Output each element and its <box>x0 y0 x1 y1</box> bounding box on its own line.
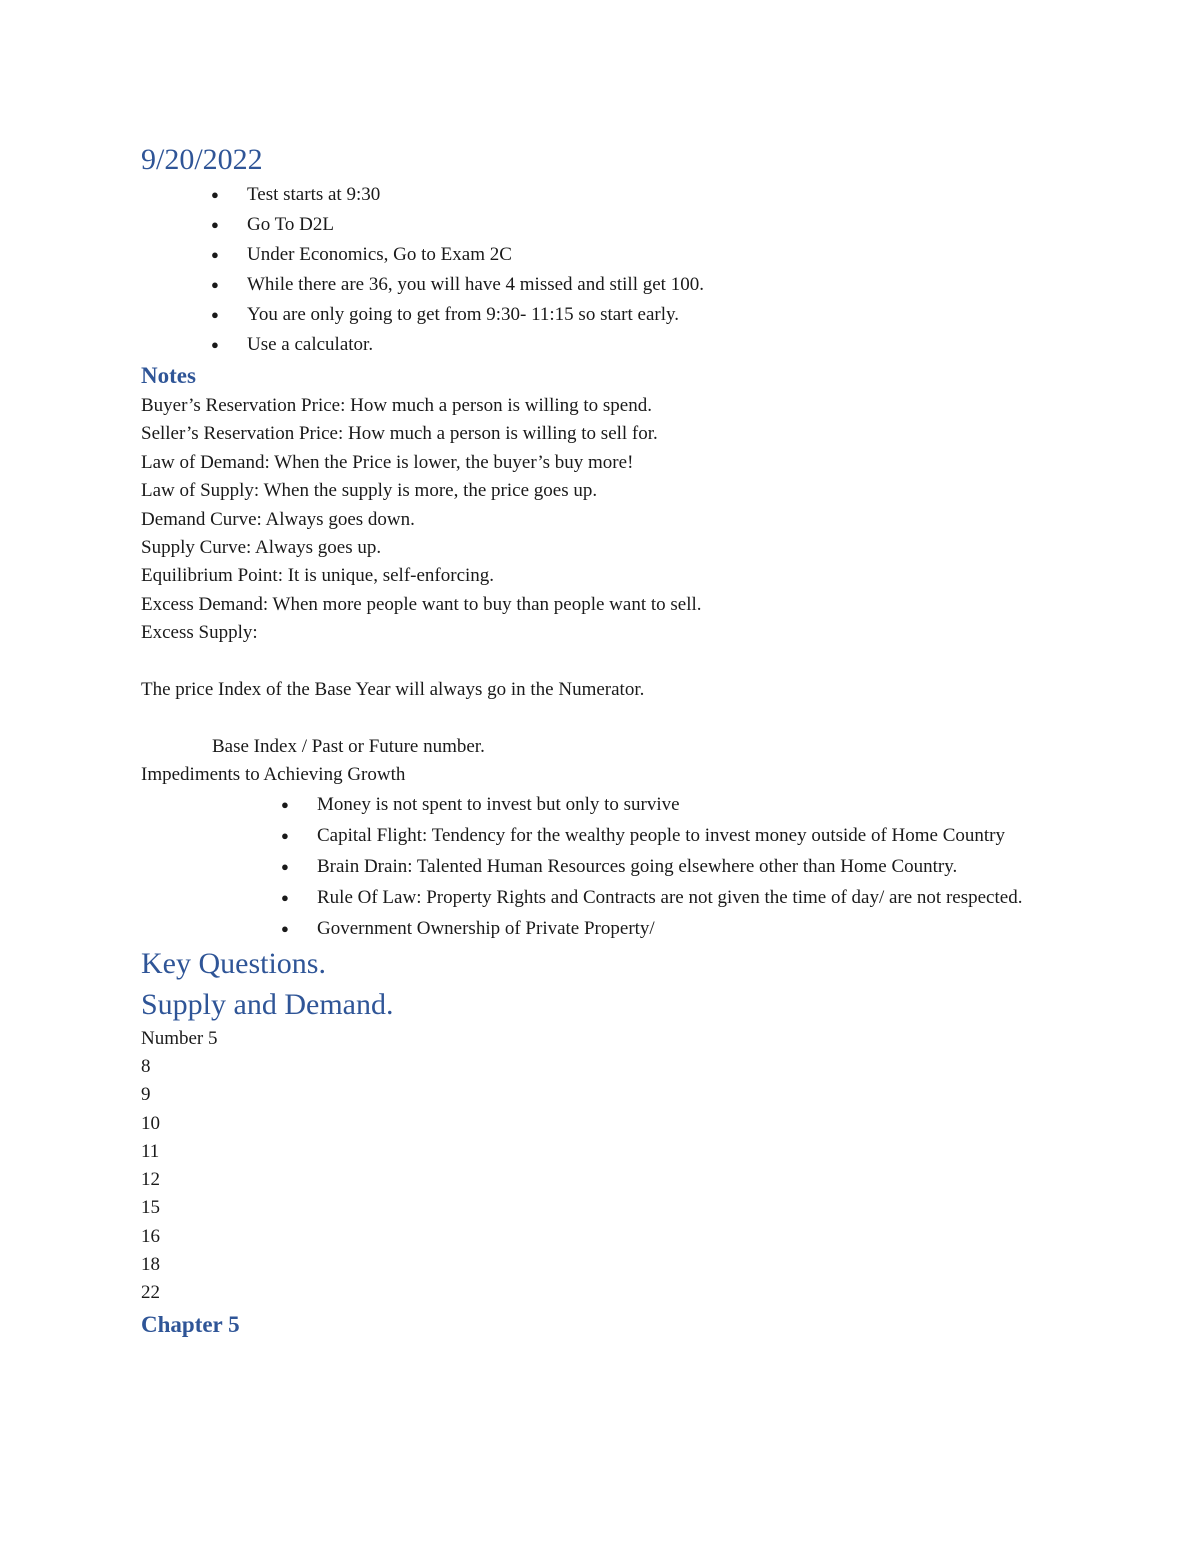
bullet-icon: ● <box>281 827 289 843</box>
question-number: 12 <box>141 1169 160 1191</box>
note-line: Equilibrium Point: It is unique, self-enforcing. <box>141 565 495 587</box>
list-item <box>141 821 1061 850</box>
question-number: 15 <box>141 1197 160 1219</box>
note-line: Excess Supply: <box>141 622 258 644</box>
note-line: Law of Supply: When the supply is more, the price goes up. <box>141 480 598 502</box>
formula-line: Base Index / Past or Future number. <box>212 735 485 757</box>
question-number: 11 <box>141 1140 160 1162</box>
question-number: 8 <box>141 1055 151 1077</box>
list-item-text: Government Ownership of Private Property/ <box>317 917 655 939</box>
list-item-text: Capital Flight: Tendency for the wealthy people to invest money outside of Home Country <box>317 824 1005 846</box>
chapter-heading: Chapter 5 <box>141 1311 240 1337</box>
bullet-icon: ● <box>211 247 219 262</box>
date-heading: 9/20/2022 <box>141 143 263 176</box>
list-item <box>141 240 1061 270</box>
bullet-icon: ● <box>211 277 219 292</box>
list-item-text: Rule Of Law: Property Rights and Contracts are not given the time of day/ are not respected. <box>317 886 1023 908</box>
question-numbers-list <box>141 1025 1061 1308</box>
bullet-icon: ● <box>281 889 289 905</box>
list-item-text: Use a calculator. <box>247 334 374 355</box>
list-item-text: Money is not spent to invest but only to survive <box>317 793 680 815</box>
list-item <box>141 180 1061 210</box>
bullet-icon: ● <box>211 337 219 352</box>
bullet-icon: ● <box>281 858 289 874</box>
blank-line <box>141 648 1061 676</box>
document-page <box>141 140 1061 1342</box>
question-number: Number 5 <box>141 1027 218 1049</box>
growth-heading: Impediments to Achieving Growth <box>141 764 406 786</box>
list-item <box>141 270 1061 300</box>
question-number: 18 <box>141 1254 160 1276</box>
key-questions-heading: Key Questions. <box>141 946 326 980</box>
bullet-icon: ● <box>281 796 289 812</box>
bullet-icon: ● <box>281 920 289 936</box>
question-number: 22 <box>141 1282 160 1304</box>
question-number: 9 <box>141 1084 151 1106</box>
price-index-note: The price Index of the Base Year will always go in the Numerator. <box>141 679 645 701</box>
note-line: Excess Demand: When more people want to buy than people want to sell. <box>141 593 702 615</box>
list-item <box>141 210 1061 240</box>
supply-demand-heading: Supply and Demand. <box>141 987 394 1021</box>
list-item-text: Brain Drain: Talented Human Resources going elsewhere other than Home Country. <box>317 855 958 877</box>
list-item <box>141 790 1061 819</box>
list-item-text: Test starts at 9:30 <box>247 184 381 205</box>
list-item <box>141 852 1061 881</box>
list-item <box>141 330 1061 360</box>
question-number: 10 <box>141 1112 160 1134</box>
list-item <box>141 914 1061 943</box>
list-item-text: Go To D2L <box>247 214 334 235</box>
instruction-list <box>141 180 1061 360</box>
note-line: Seller’s Reservation Price: How much a person is willing to sell for. <box>141 423 658 445</box>
list-item <box>141 883 1061 912</box>
note-line: Supply Curve: Always goes up. <box>141 537 382 559</box>
list-item-text: While there are 36, you will have 4 missed and still get 100. <box>247 274 704 295</box>
bullet-icon: ● <box>211 217 219 232</box>
notes-heading: Notes <box>141 363 196 388</box>
list-item <box>141 300 1061 330</box>
question-number: 16 <box>141 1225 160 1247</box>
notes-section <box>141 392 1061 790</box>
growth-impediments-list <box>141 790 1061 943</box>
list-item-text: Under Economics, Go to Exam 2C <box>247 244 512 265</box>
blank-line <box>141 704 1061 732</box>
bullet-icon: ● <box>211 187 219 202</box>
note-line: Law of Demand: When the Price is lower, the buyer’s buy more! <box>141 451 634 473</box>
note-line: Buyer’s Reservation Price: How much a person is willing to spend. <box>141 395 652 416</box>
list-item-text: You are only going to get from 9:30- 11:15 so start early. <box>247 304 680 325</box>
bullet-icon: ● <box>211 307 219 322</box>
note-line: Demand Curve: Always goes down. <box>141 508 415 530</box>
